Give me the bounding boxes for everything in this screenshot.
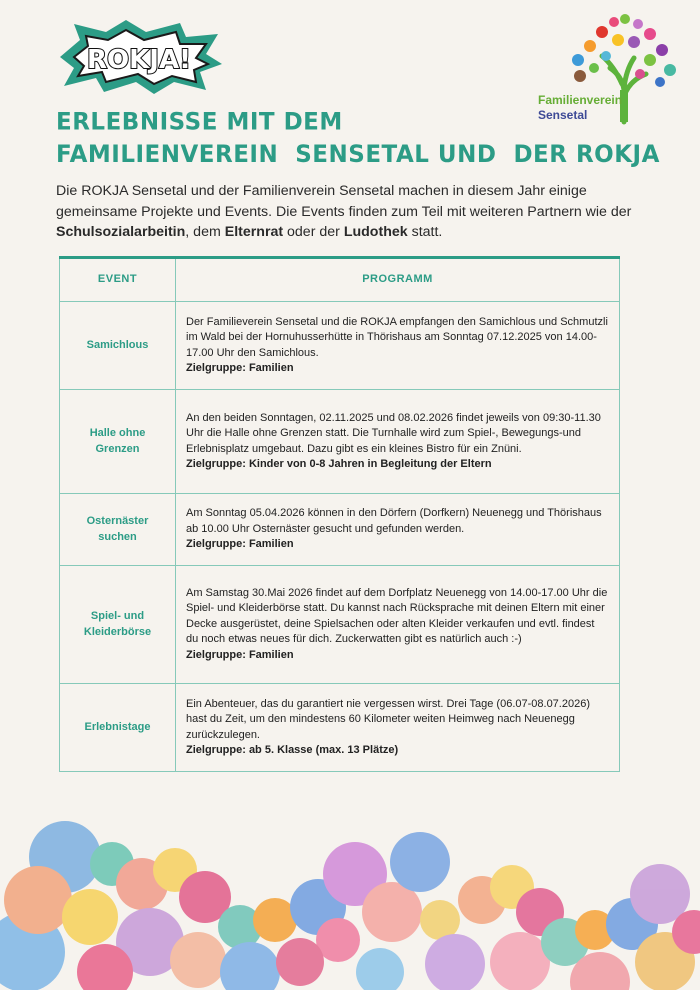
table-row [60,494,620,566]
target-group: Zielgruppe: Familien [186,538,294,551]
event-name: Spiel- und Kleiderbörse [60,566,176,684]
familienverein-logo-line2: Sensetal [538,108,588,122]
table-row [60,390,620,494]
event-name: Samichlous [60,302,176,390]
watercolor-bubbles-decoration [0,812,700,990]
intro-paragraph [56,181,646,243]
event-program [176,684,620,772]
intro-text-1: Die ROKJA Sensetal und der Familienverein Sensetal machen in diesem Jahr einige gemeinsame Projekte und Events. Die Events finden zum Teil mit weiteren Partnern wie der [56,183,632,220]
events-table [59,256,620,772]
intro-bold-schulsozialarbeit: Schulsozialarbeitin [56,224,186,240]
target-group: Zielgruppe: Kinder von 0-8 Jahren in Begleitung der Eltern [186,458,492,470]
table-row [60,566,620,684]
rokja-logo-text: ROKJA! [87,45,191,75]
rokja-logo [56,20,222,94]
intro-text-2: , dem [185,224,225,240]
event-name: Erlebnistage [60,684,176,772]
header-event: EVENT [60,258,176,302]
table-row [60,302,620,390]
intro-text-3: oder der [283,224,344,240]
program-text: Ein Abenteuer, das du garantiert nie vergessen wirst. Drei Tage (06.07-08.07.2026) hast du Zeit, um den mindestens 60 Kilometer weiten Heimweg nach Neuenegg zurückzulegen. [186,697,590,741]
intro-bold-ludothek: Ludothek [343,224,408,240]
event-program [176,494,620,566]
event-program [176,302,620,390]
page-title-line1: ERLEBNISSE MIT DEM [56,108,343,136]
program-text: Der Familieverein Sensetal und die ROKJA empfangen den Samichlous und Schmutzli im Wald bei der Hornuhusserhütte in Thörishaus am Sonntag 07.12.2025 von 14.00-17.00 Uhr den Samichlous. [186,315,608,359]
target-group: Zielgruppe: ab 5. Klasse (max. 13 Plätze) [186,744,399,756]
target-group: Zielgruppe: Familien [186,362,294,374]
program-text: An den beiden Sonntagen, 02.11.2025 und 08.02.2026 findet jeweils von 09:30-11.30 Uhr die Halle ohne Grenzen statt. Die Turnhalle wird zum Spiel-, Bewegungs-und Erlebnisplatz umgebaut. Dazu gibt es ein kleines Bistro für ein Znüni. [186,411,601,455]
event-name: Osternäster suchen [60,494,176,566]
event-program [176,566,620,684]
table-row [60,684,620,772]
event-program [176,390,620,494]
page-title-line2: FAMILIENVEREIN SENSETAL UND DER ROKJA [56,141,660,169]
intro-text-4: statt. [407,224,443,240]
table-header-row [60,258,620,302]
page-title [56,106,660,171]
event-name: Halle ohne Grenzen [60,390,176,494]
familienverein-logo-line1: Familienverein [538,93,623,107]
program-text: Am Sonntag 05.04.2026 können in den Dörfern (Dorfkern) Neuenegg und Thörishaus ab 10.00 Uhr Osternäster gesucht und gefunden werden. [186,507,602,535]
header-program: PROGRAMM [176,258,620,302]
intro-bold-elternrat: Elternrat [224,224,284,240]
target-group: Zielgruppe: Familien [186,648,294,661]
program-text: Am Samstag 30.Mai 2026 findet auf dem Dorfplatz Neuenegg von 14.00-17.00 Uhr die Spiel- und Kleiderbörse statt. Du kannst nach Rücksprache mit deinen Eltern mit einer Decke ausgerüstet, deine Spielsachen oder alten Kleider verkaufen und evtl. findest du noch etwas neues für dich. Zuckerwatten gibt es natürlich auch :-) [186,586,608,646]
